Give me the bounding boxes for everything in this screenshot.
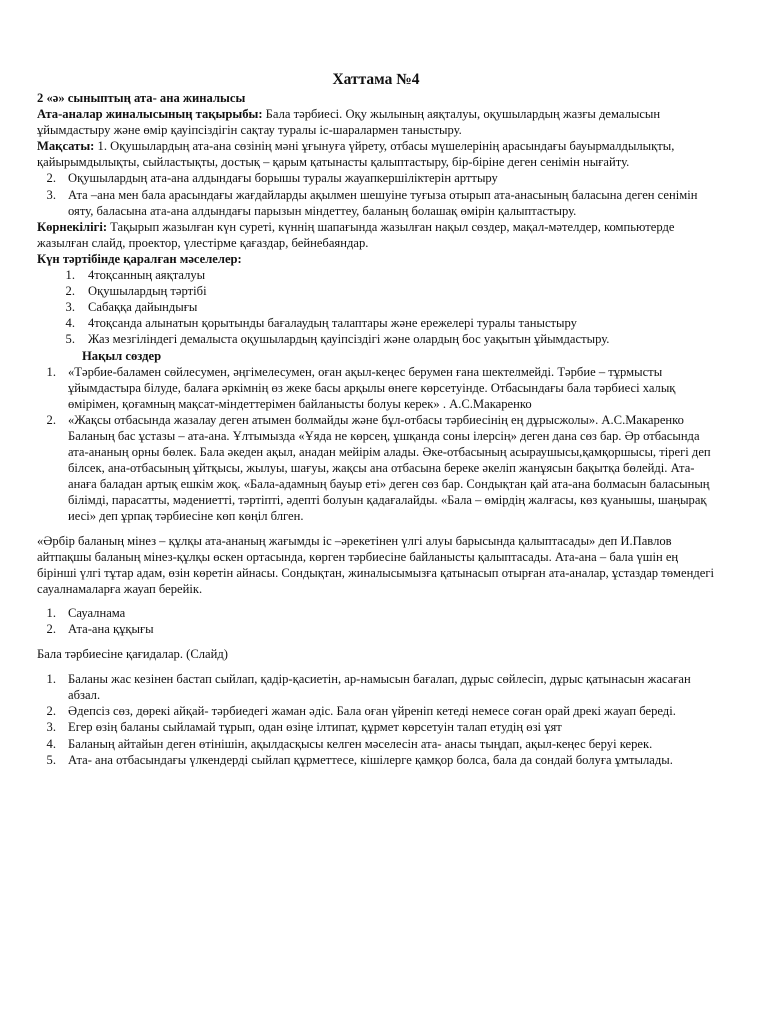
list-item (37, 703, 715, 719)
list-text: 4тоқсанда алынатын қорытынды бағалаудың талаптары және ережелері туралы таныстыру (88, 316, 577, 331)
list-text: Баланы жас кезінен бастап сыйлап, қадір-қасиетін, ар-намысын бағалап, дұрыс сөйлесіп, дұрыс қатынасын жасаған абзал. (68, 672, 691, 703)
agenda-list (37, 267, 715, 347)
quotes-list (37, 364, 715, 525)
list-item (37, 187, 715, 219)
list-number: 2. (46, 704, 56, 719)
document-body (37, 70, 715, 768)
rules-list (37, 671, 715, 768)
list-number: 5. (46, 752, 56, 767)
quote-continuation: Баланың бас ұстазы – ата-ана. Ұлтымызда «Ұяда не көрсең, ұшқанда соны ілерсің» деген дана сөз бар. Әр отбасында ата-ананың орны бөлек. Бала әкеден ақыл, анадан мейірім алады. Әке-отбасының асыраушысы,қамқоршысы, тірегі деп білсек, ана-отбасының ұйтқысы, жылуы, шағуы, жақсы ана отбасына береке әкеліп жанұясын бақытқа бөлейді. Ата-анаға баладан артық ешкім жоқ. «Бала-адамның бауыр еті» деген сөз бар. Сондықтан қай ата-ана болмасын баласының білімді, парасатты, мәдениетті, тәртіпті, әдепті болуын қадағалайды. «Бала – өмірдің жалғасы, көз қуанышы, шаңырақ иесі» деп ұрпақ тәрбиесіне көп көңіл блген. (68, 428, 711, 524)
list-text: Ата- ана отбасындағы үлкендерді сыйлап құрметтесе, кішілерге қамқор болса, бала да сондай болуға ұмтылады. (68, 752, 673, 767)
list-text: Оқушылардың ата-ана алдындағы борышы туралы жауапкершіліктерін арттыру (68, 171, 498, 186)
list-number: 3. (46, 720, 56, 735)
goal-paragraph (37, 138, 715, 170)
list-item (37, 719, 715, 735)
quote-text: «Жақсы отбасында жазалау деген атымен болмайды және бұл-отбасы тәрбиесінің ең дұрысжолы». А.С.Макаренко (68, 412, 684, 427)
list-number: 3. (46, 187, 56, 202)
list-item (37, 736, 715, 752)
items-list (37, 605, 715, 637)
visual-text: Тақырып жазылған күн суреті, күннің шапағында жазылған нақыл сөздер, мақал-мәтелдер, компьютерде жазылған слайд, проектор, үлестірме қағаздар, бейнебаяндар. (37, 219, 675, 250)
list-text: Сабаққа дайындығы (88, 300, 198, 315)
list-text: Егер өзің баланы сыйламай тұрып, одан өзіңе ілтипат, құрмет көрсетуін талап етудің өзі ұят (68, 720, 562, 735)
list-text: Әдепсіз сөз, дөрекі айқай- тәрбиедегі жаман әдіс. Бала оған үйреніп кетеді немесе соған орай дрекі жауап береді. (68, 704, 676, 719)
spacer (37, 637, 715, 646)
rules-heading: Бала тәрбиесіне қағидалар. (Слайд) (37, 647, 228, 662)
list-text: Ата-ана құқығы (68, 622, 154, 636)
quotes-heading: Нақыл сөздер (82, 348, 162, 363)
list-number: 4. (65, 316, 75, 331)
list-item (37, 605, 715, 621)
list-text: Ата –ана мен бала арасындағы жағдайларды ақылмен шешуіне туғыза отырып ата-анасының баласына деген сенімін ояту, баласына ата-ана алдындағы парызын міндеттеу, баланың болашақ өмірін қалыптастыру. (68, 187, 698, 218)
topic-text: Бала тәрбиесі. Оқу жылының аяқталуы, оқушылардың жазғы демалысын ұйымдастыру және өмір қауіпсіздігін сақтау туралы іс-шаралармен таныстыру. (37, 107, 661, 138)
list-number: 3. (65, 300, 75, 315)
quote-text: «Тәрбие-баламен сөйлесумен, әңгімелесумен, оған ақыл-кеңес берумен ғана шектелмейді. Тәрбие – тұрмысты ұйымдастыра білуде, балаға әркімнің өз жеке басы арқылы өнеге көрсетуінде. Отбасындағы бала тәрбиесі халық өмірімен, қоғамның мақсат-міндеттерімен байланысты болуы керек» . А.С.Макаренко (68, 364, 676, 411)
list-item (37, 671, 715, 703)
list-number: 1. (46, 672, 56, 687)
list-text: Баланың айтайын деген өтінішін, ақылдасқысы келген мәселесін ата- анасы тыңдап, ақыл-кеңес беруі керек. (68, 736, 653, 751)
list-text: Оқушылардың тәртібі (88, 284, 207, 299)
visual-paragraph (37, 219, 715, 251)
document-title: Хаттама №4 (332, 71, 420, 88)
list-item (37, 315, 715, 331)
list-item (37, 267, 715, 283)
list-text: Жаз мезгіліндегі демалыста оқушылардың қауіпсіздігі және олардың бос уақытын ұйымдастыру. (88, 332, 610, 347)
list-number: 2. (46, 412, 56, 427)
list-number: 5. (65, 332, 75, 347)
list-item (37, 299, 715, 315)
goals-list (37, 170, 715, 218)
list-text: 4тоқсанның аяқталуы (88, 268, 206, 283)
list-item (37, 283, 715, 299)
list-item (37, 364, 715, 412)
spacer (37, 525, 715, 533)
list-item (37, 412, 715, 525)
list-item (37, 752, 715, 768)
list-item (37, 170, 715, 186)
list-number: 2. (65, 284, 75, 299)
list-number: 1. (46, 364, 56, 379)
list-number: 2. (46, 622, 56, 636)
topic-paragraph (37, 106, 715, 138)
list-text: Сауалнама (68, 605, 126, 620)
list-item (37, 331, 715, 347)
agenda-heading: Күн тәртібінде қаралған мәселелер: (37, 251, 242, 266)
list-number: 1. (65, 268, 75, 283)
list-number: 4. (46, 736, 56, 751)
class-line: 2 «ә» сыныптың ата- ана жиналысы (37, 91, 246, 105)
pavlov-paragraph: «Әрбір баланың мінез – құлқы ата-ананың жағымды іс –әрекетінен үлгі алуы барысында қалыптасады» деп И.Павлов айтпақшы баланың мінез-құлқы өскен ортасында, көрген тәрбиесіне байланысты қалыптасады. Ата-ана – бала үшін ең бірінші үлгі тұтар адам, өзін көретін айнасы. Сондықтан, жиналысымызға қатынасып отырған ата-аналар, ұстаздар төмендегі сауалнамаларға жауап берейік. (37, 533, 715, 596)
goal-text: 1. Оқушылардың ата-ана сөзінің мәні ұғынуға үйрету, отбасы мүшелерінің арасындағы бауырмалдылықты, қайырымдылықты, сыйластықты, достық – қарым қатынасты қалыптастыру, бір-біріне деген сенімін нығайту. (37, 139, 675, 170)
visual-label: Көрнекілігі: (37, 219, 108, 234)
list-number: 1. (46, 605, 56, 620)
spacer (37, 662, 715, 671)
topic-label: Ата-аналар жиналысының тақырыбы: (37, 107, 263, 122)
spacer (37, 597, 715, 605)
list-item (37, 621, 715, 637)
goal-label: Мақсаты: (37, 139, 95, 154)
list-number: 2. (46, 171, 56, 186)
